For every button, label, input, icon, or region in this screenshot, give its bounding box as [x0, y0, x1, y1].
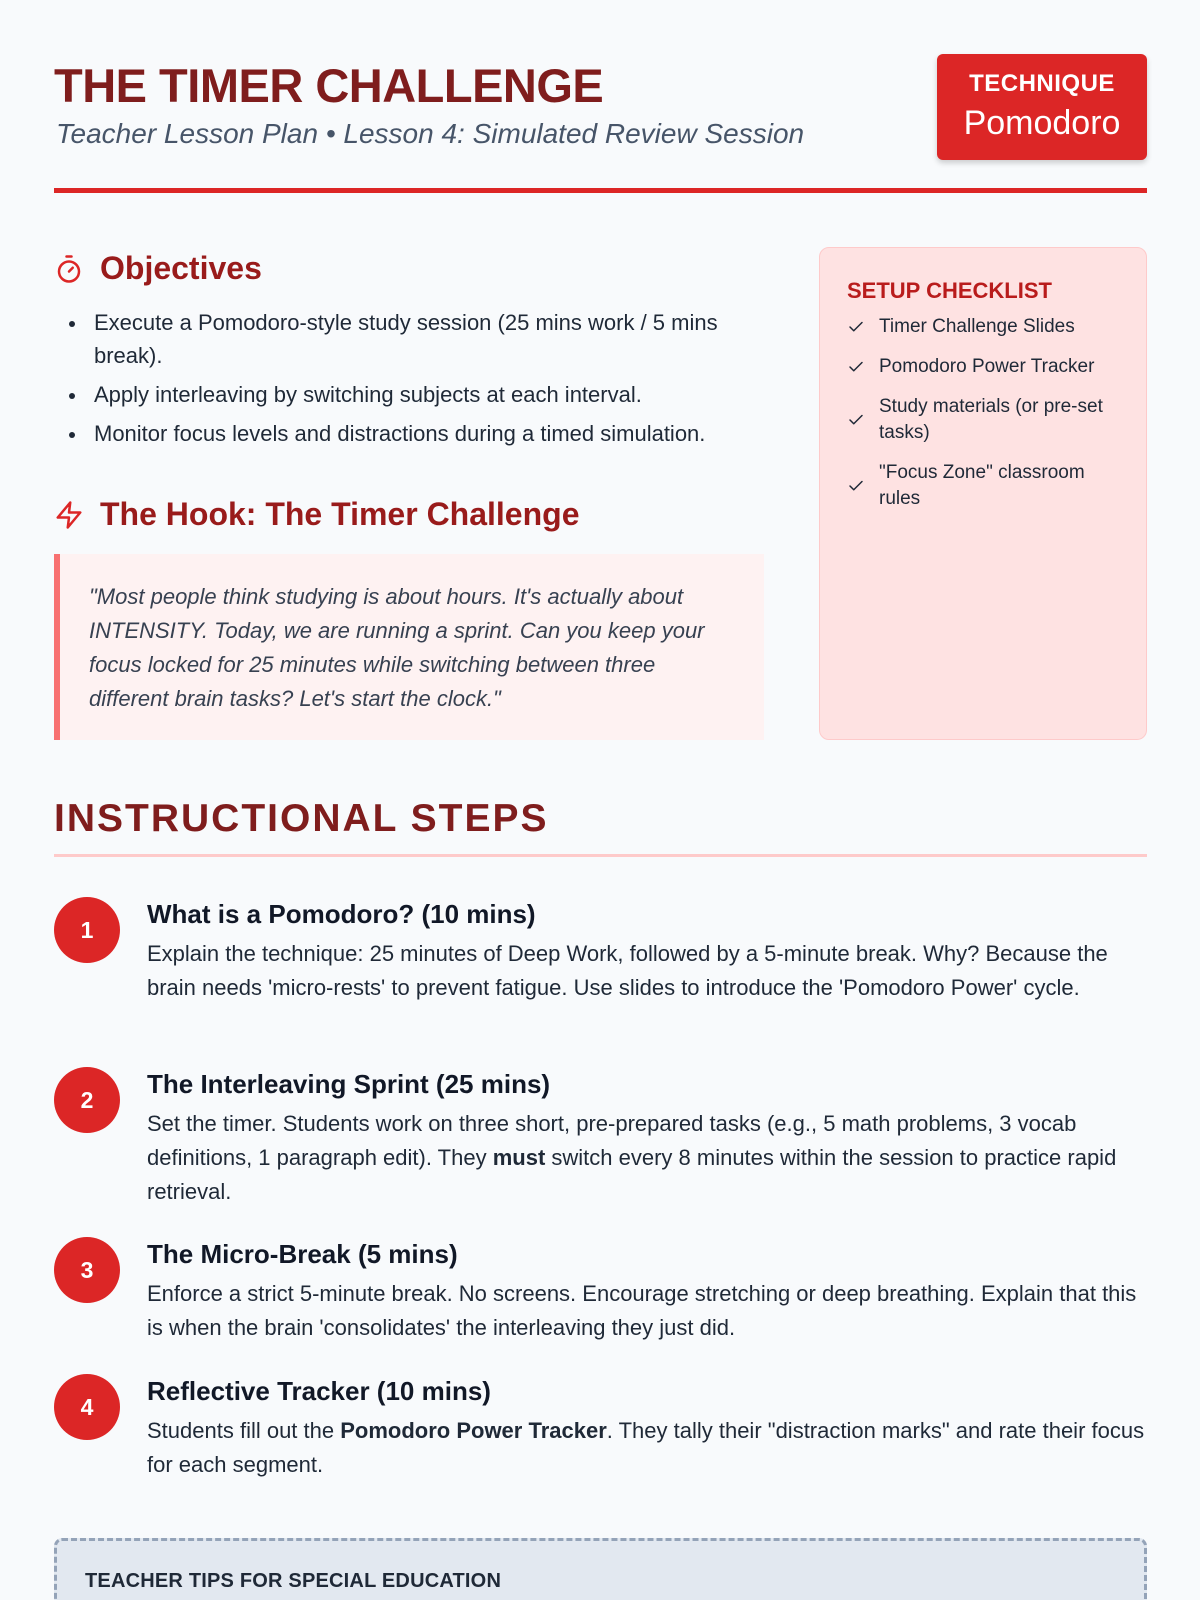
objective-item: Execute a Pomodoro-style study session (25 mins work / 5 mins break). [54, 306, 774, 372]
step-number-badge: 4 [54, 1374, 120, 1440]
step-title: The Micro-Break (5 mins) [147, 1239, 458, 1269]
step-description-text: . They tally their "distraction marks" and rate their focus for each segment. [147, 1418, 1145, 1477]
checklist-item [847, 460, 1126, 512]
checklist-item [847, 394, 1126, 446]
checklist-item-label: Study materials (or pre-set tasks) [879, 396, 1103, 443]
teacher-tips-box [54, 1538, 1147, 1600]
stopwatch-icon [54, 254, 84, 284]
lesson-plan-page [54, 0, 1147, 1592]
technique-badge-label: TECHNIQUE [969, 70, 1115, 97]
check-icon [847, 358, 865, 376]
checklist-item [847, 354, 1126, 380]
step-description [147, 1107, 1147, 1209]
objectives-heading-text: Objectives [100, 250, 262, 286]
checklist-item-label: Timer Challenge Slides [879, 316, 1075, 337]
step-description: Enforce a strict 5-minute break. No screens. Encourage stretching or deep breathing. Explain that this is when the brain 'consolidates' the interleaving they just did. [147, 1281, 1137, 1340]
check-icon [847, 318, 865, 336]
page-subtitle: Teacher Lesson Plan • Lesson 4: Simulated Review Session [56, 118, 805, 149]
checklist-title: SETUP CHECKLIST [847, 278, 1052, 303]
checklist-item [847, 314, 1126, 340]
check-icon [847, 477, 865, 495]
objective-item: Apply interleaving by switching subjects at each interval. [54, 378, 774, 411]
lightning-icon [54, 500, 84, 530]
step-number-badge: 3 [54, 1237, 120, 1303]
step-description-text: Students fill out the [147, 1418, 341, 1443]
page-header [54, 0, 1147, 193]
hook-heading [54, 496, 579, 533]
step-title: The Interleaving Sprint (25 mins) [147, 1069, 551, 1099]
objectives-heading [54, 250, 262, 287]
checklist-item-label: Pomodoro Power Tracker [879, 356, 1095, 377]
step-number-badge: 2 [54, 1067, 120, 1133]
technique-badge [937, 54, 1147, 160]
technique-badge-value: Pomodoro [963, 104, 1121, 142]
setup-checklist [819, 247, 1147, 740]
step-description-text: switch every 8 minutes within the session to practice rapid retrieval. [147, 1145, 1117, 1204]
hook-heading-text: The Hook: The Timer Challenge [100, 496, 580, 532]
checklist-item-label: "Focus Zone" classroom rules [879, 462, 1085, 509]
step-title: Reflective Tracker (10 mins) [147, 1376, 491, 1406]
step-description [147, 1414, 1147, 1482]
instructional-steps-heading: INSTRUCTIONAL STEPS [54, 797, 1147, 857]
check-icon [847, 411, 865, 429]
step-description: Explain the technique: 25 minutes of Deep Work, followed by a 5-minute break. Why? Because the brain needs 'micro-rests' to prevent fatigue. Use slides to introduce the 'Pomodoro Power' cycle. [147, 941, 1108, 1000]
teacher-tips-title: TEACHER TIPS FOR SPECIAL EDUCATION [85, 1570, 502, 1592]
step-description-text: Set the timer. Students work on three short, pre-prepared tasks (e.g., 5 math problems, 3 vocab definitions, 1 paragraph edit). They [147, 1111, 1077, 1170]
step-description-emphasis: Pomodoro Power Tracker [340, 1418, 607, 1443]
page-title: THE TIMER CHALLENGE [54, 59, 604, 112]
step-title: What is a Pomodoro? (10 mins) [147, 899, 536, 929]
step-number-badge: 1 [54, 897, 120, 963]
objective-item: Monitor focus levels and distractions during a timed simulation. [54, 417, 774, 450]
step-description-emphasis: must [492, 1145, 546, 1170]
hook-quote: "Most people think studying is about hours. It's actually about INTENSITY. Today, we are running a sprint. Can you keep your focus locked for 25 minutes while switching between three different brain tasks? Let's start the clock." [54, 554, 764, 740]
objectives-list [54, 306, 774, 456]
